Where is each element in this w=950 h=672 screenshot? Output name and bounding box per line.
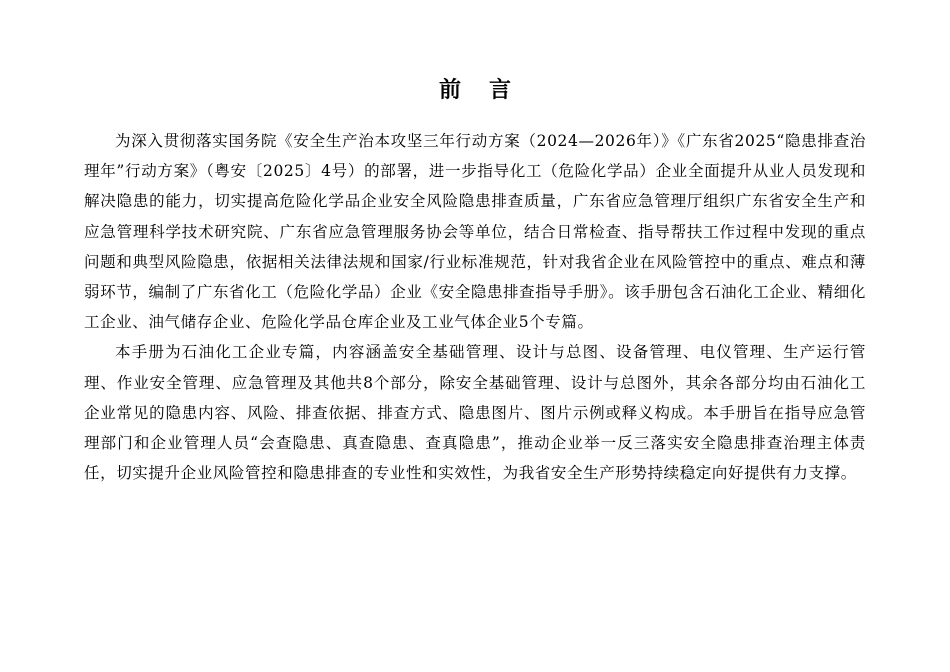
page-title: 前言 bbox=[438, 76, 539, 103]
paragraph-1: 为深入贯彻落实国务院《安全生产治本攻坚三年行动方案（2024—2026年）》《广东省2025“隐患排查治理年”行动方案》（粤安〔2025〕4号）的部署，进一步指导化工（危险化学品）企业全面提升从业人员发现和解决隐患的能力，切实提高危险化学品企业安全风险隐患排查质量，广东省应急管理厅组织广东省安全生产和应急管理科学技术研究院、广东省应急管理服务协会等单位，结合日常检查、指导帮扶工作过程中发现的重点问题和典型风险隐患，依据相关法律法规和国家/行业标准规范，针对我省企业在风险管控中的重点、难点和薄弱环节，编制了广东省化工（危险化学品）企业《安全隐患排查指导手册》。该手册包含石油化工企业、精细化工企业、油气储存企业、危险化学品仓库企业及工业气体企业5个专篇。 bbox=[84, 132, 866, 332]
preface-body bbox=[84, 126, 866, 488]
paragraph-2: 本手册为石油化工企业专篇，内容涵盖安全基础管理、设计与总图、设备管理、电仪管理、生产运行管理、作业安全管理、应急管理及其他共8个部分，除安全基础管理、设计与总图外，其余各部分均由石油化工企业常见的隐患内容、风险、排查依据、排查方式、隐患图片、图片示例或释义构成。本手册旨在指导应急管理部门和企业管理人员“会查隐患、真查隐患、查真隐患”，推动企业举一反三落实安全隐患排查治理主体责任，切实提升企业风险管控和隐患排查的专业性和实效性，为我省安全生产形势持续稳定向好提供有力支撑。 bbox=[84, 343, 866, 483]
